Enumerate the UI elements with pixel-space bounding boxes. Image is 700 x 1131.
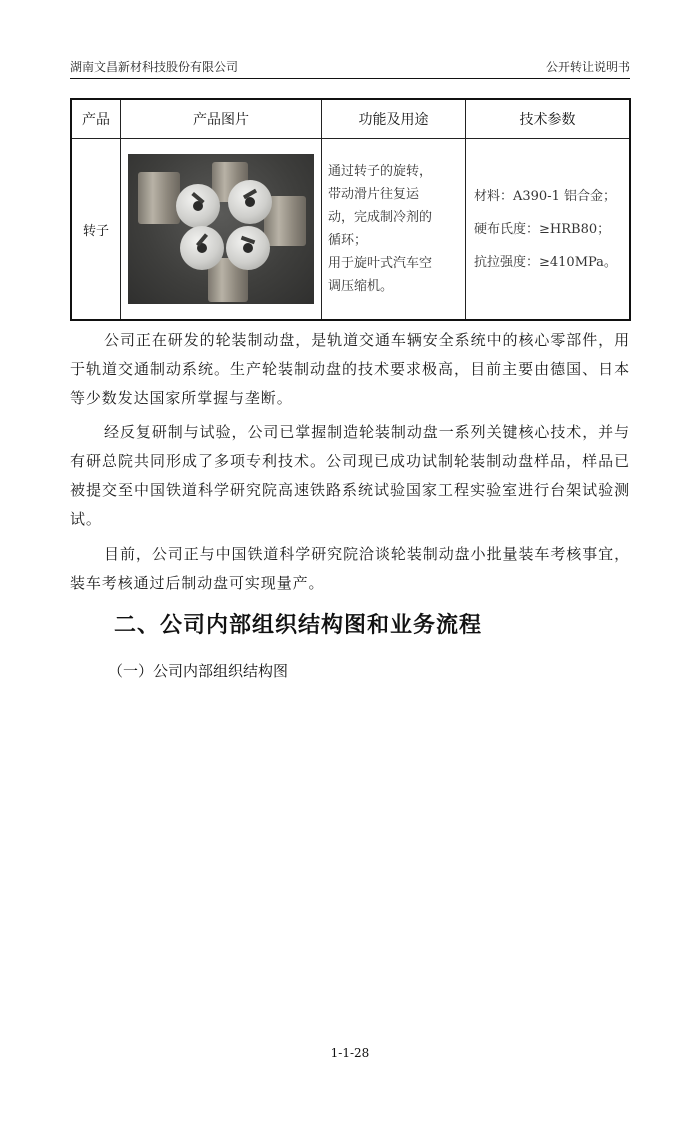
function-line: 用于旋叶式汽车空 bbox=[328, 256, 433, 271]
table-row bbox=[71, 139, 630, 321]
section-heading: 二、公司内部组织结构图和业务流程 bbox=[114, 613, 483, 638]
function-cell bbox=[322, 139, 466, 321]
spec-line: 硬布氏度：≥HRB80； bbox=[474, 221, 611, 237]
col-header-function: 功能及用途 bbox=[322, 99, 466, 139]
function-line: 带动滑片往复运 bbox=[328, 187, 420, 202]
rotor-photo bbox=[128, 154, 314, 304]
paragraph-1 bbox=[70, 326, 630, 413]
paragraph-text: 目前，公司正与中国铁道科学研究院洽谈轮装制动盘小批量装车考核事宜，装车考核通过后制动盘可实现量产。 bbox=[70, 545, 630, 592]
col-header-spec: 技术参数 bbox=[466, 99, 631, 139]
subsection-heading: （一）公司内部组织结构图 bbox=[108, 662, 289, 680]
page-number: 1-1-28 bbox=[330, 1046, 370, 1060]
page-header bbox=[70, 56, 630, 78]
rotor-side-block bbox=[138, 172, 180, 224]
function-line: 调压缩机。 bbox=[328, 279, 394, 294]
paragraph-text: 经反复研制与试验，公司已掌握制造轮装制动盘一系列关键核心技术，并与有研总院共同形成了多项专利技术。公司现已成功试制轮装制动盘样品，样品已被提交至中国铁道科学研究院高速铁路系统试验国家工程实验室进行台架试验测试。 bbox=[70, 423, 630, 528]
rotor-disc bbox=[226, 226, 270, 270]
function-line: 循环； bbox=[328, 233, 368, 248]
header-doc-title: 公开转让说明书 bbox=[545, 60, 630, 74]
paragraph-2 bbox=[70, 418, 630, 534]
product-table bbox=[70, 98, 631, 321]
table-header-row bbox=[71, 99, 630, 139]
rotor-disc bbox=[176, 184, 220, 228]
header-company: 湖南文昌新材科技股份有限公司 bbox=[70, 60, 239, 74]
col-header-product: 产品 bbox=[71, 99, 121, 139]
header-rule bbox=[70, 78, 630, 79]
product-image-cell bbox=[121, 139, 322, 321]
product-name: 转子 bbox=[71, 139, 121, 321]
col-header-image: 产品图片 bbox=[121, 99, 322, 139]
spec-cell bbox=[466, 139, 631, 321]
function-line: 通过转子的旋转， bbox=[328, 164, 433, 179]
function-line: 动，完成制冷剂的 bbox=[328, 210, 433, 225]
paragraph-3 bbox=[70, 540, 630, 598]
spec-line: 材料：A390-1 铝合金； bbox=[474, 188, 616, 204]
rotor-disc bbox=[228, 180, 272, 224]
paragraph-text: 公司正在研发的轮装制动盘，是轨道交通车辆安全系统中的核心零部件，用于轨道交通制动系统。生产轮装制动盘的技术要求极高，目前主要由德国、日本等少数发达国家所掌握与垄断。 bbox=[70, 331, 630, 407]
spec-line: 抗拉强度：≥410MPa。 bbox=[474, 254, 617, 270]
rotor-disc bbox=[180, 226, 224, 270]
